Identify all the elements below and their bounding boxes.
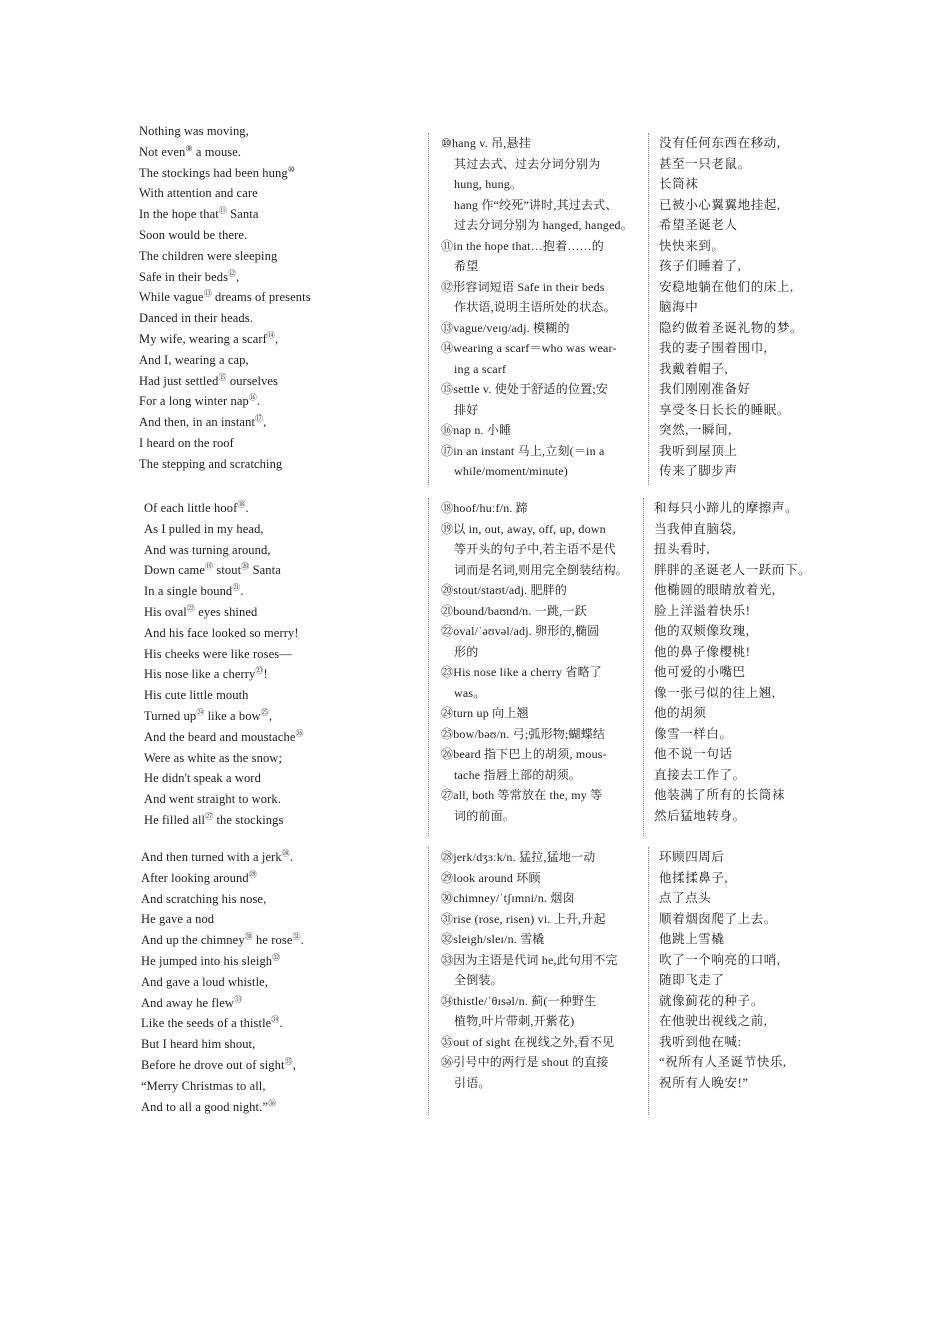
poem-line: His cheeks were like roses—: [144, 646, 292, 661]
poem-line: My wife, wearing a scarf⑭,: [139, 330, 279, 346]
footnote-marker: ㉜: [272, 952, 281, 962]
note-line-continued: 希望: [454, 259, 479, 273]
poem-line: For a long winter nap⑯.: [139, 393, 261, 409]
note-line-continued: was。: [454, 685, 486, 700]
note-line-continued: 作状语,说明主语所处的状态。: [454, 300, 616, 314]
footnote-marker: ㉚: [244, 932, 253, 942]
footnote-marker: ㉑: [232, 583, 241, 593]
translation-column: [648, 133, 813, 485]
note-line: ㉟out of sight 在视线之外,看不见: [441, 1034, 615, 1049]
translation-line: 他可爱的小嘴巴: [654, 665, 746, 679]
translation-line: 没有任何东西在移动,: [659, 136, 781, 150]
translation-line: 他的胡须: [654, 706, 707, 720]
poem-line: As I pulled in my head,: [144, 521, 264, 536]
translation-line: 传来了脚步声: [659, 464, 738, 478]
translation-line: 我听到他在喊:: [659, 1034, 742, 1049]
translation-line: 然后猛地转身。: [654, 808, 746, 823]
note-line: ⑩hang v. 吊,悬挂: [441, 136, 531, 150]
note-line: ㊱引号中的两行是 shout 的直接: [441, 1055, 609, 1069]
poem-line: Down came⑲ stout⑳ Santa: [144, 562, 281, 578]
footnote-marker: ⑯: [248, 393, 257, 403]
notes-column: [428, 133, 643, 485]
footnote-marker: ㊱: [268, 1098, 277, 1108]
footnote-marker: ⑱: [237, 499, 246, 509]
translation-line: 和每只小蹄儿的摩擦声。: [654, 501, 799, 515]
footnote-marker: ㉝: [234, 994, 243, 1004]
poem-line: Of each little hoof⑱.: [144, 499, 249, 515]
translation-line: 享受冬日长长的睡眠。: [659, 402, 791, 417]
poem-line: He filled all$^㉗$ the stockings: [144, 811, 284, 827]
poem-line: After looking around$^㉙$: [141, 869, 257, 885]
poem-line: He jumped into his sleigh$^㉜$: [141, 952, 281, 968]
poem-line: In a single bound$^㉑$.: [144, 583, 244, 599]
translation-line: 脸上洋溢着快乐!: [654, 603, 751, 618]
footnote-marker: ㉙: [248, 869, 257, 879]
translation-line: 胖胖的圣诞老人一跃而下。: [654, 562, 812, 577]
poem-column: [141, 847, 429, 1117]
translation-line: 已被小心翼翼地挂起,: [659, 197, 781, 212]
note-line-continued: 等开头的句子中,若主语不是代: [454, 542, 616, 556]
note-line-continued: hang 作“绞死”讲时,其过去式、: [454, 197, 618, 212]
section-3: [0, 847, 950, 1119]
note-line-continued: tache 指唇上部的胡须。: [454, 767, 582, 782]
translation-line: 他的鼻子像樱桃!: [654, 644, 751, 659]
note-line: ⑰in an instant 马上,立刻(＝in a: [441, 443, 605, 458]
translation-column: [648, 847, 808, 1115]
note-line: ㉘jerk/dʒɜːk/n. 猛拉,猛地一动: [441, 850, 596, 864]
poem-line: And up the chimney$^㉚$ he rose$^㉛$.: [141, 932, 304, 948]
poem-line: Turned $up^㉔$ like a bow$^㉕$,: [144, 707, 273, 723]
footnote-marker: ㉗: [205, 811, 214, 821]
footnote-marker: ⑳: [241, 562, 250, 572]
footnote-marker: ⑪: [218, 206, 227, 216]
poem-line: “Merry Christmas to all,: [141, 1078, 266, 1093]
poem-line: Soon would be there.: [139, 227, 248, 242]
poem-line: And away he flew$^㉝$: [141, 994, 243, 1010]
poem-line: But I heard him shout,: [141, 1037, 256, 1052]
note-line-continued: 其过去式、过去分词分别为: [454, 156, 601, 171]
note-line-continued: hung, hung。: [454, 177, 523, 191]
poem-line: His nose like a cherry$^㉓$!: [144, 666, 268, 682]
note-line: ⑭wearing a scarf＝who was wear-: [441, 341, 617, 355]
translation-line: 吹了一个响亮的口哨,: [659, 952, 781, 967]
translation-line: 他装满了所有的长筒袜: [654, 788, 786, 802]
translation-line: 祝所有人晚安!”: [659, 1075, 749, 1090]
poem-line: His oval$^㉒$ eyes shined: [144, 603, 258, 619]
footnote-marker: ㉛: [292, 932, 301, 942]
translation-line: 在他驶出视线之前,: [659, 1014, 768, 1028]
poem-line: Like the seeds of a thistle$^㉞$.: [141, 1015, 283, 1031]
notes-column: [428, 498, 643, 836]
poem-line: I heard on the roof: [139, 435, 234, 450]
translation-column: [643, 498, 813, 836]
poem-line: While vague⑬ dreams of presents: [139, 289, 311, 305]
footnote-marker: ㉔: [196, 707, 205, 717]
poem-line: In the hope that⑪ Santa: [139, 206, 259, 222]
poem-line: Safe in their beds⑫,: [139, 268, 240, 284]
poem-line: Danced in their heads.: [139, 311, 253, 326]
translation-line: 隐约做着圣诞礼物的梦。: [659, 320, 804, 335]
note-line: ㉞thistle/ˈθɪsəl/n. 蓟(一种野生: [441, 993, 597, 1008]
footnote-marker: ㉘: [281, 848, 290, 858]
translation-line: 他不说一句话: [654, 747, 733, 761]
note-line: ㉕bow/bəʊ/n. 弓;弧形物;蝴蝶结: [441, 726, 606, 741]
poem-line: And then, in an instant⑰,: [139, 414, 267, 430]
translation-line: 安稳地躺在他们的床上,: [659, 279, 794, 294]
poem-column: [144, 498, 429, 831]
poem-line: Had just settled⑮ ourselves: [139, 372, 278, 388]
translation-line: 他揉揉鼻子,: [659, 870, 729, 885]
poem-line: And was turning around,: [144, 542, 271, 557]
poem-line: And the beard and moustache$^㉖$: [144, 728, 304, 744]
poem-line: Nothing was moving,: [139, 124, 249, 138]
poem-line: And his face looked so merry!: [144, 625, 299, 640]
poem-line: He didn't speak a word: [144, 771, 261, 786]
footnote-marker: ㉟: [284, 1056, 293, 1066]
note-line-continued: 全倒装。: [454, 973, 503, 987]
translation-line: 像一张弓似的往上翘,: [654, 685, 776, 700]
poem-column: [139, 121, 429, 475]
footnote-marker: ⑫: [228, 268, 237, 278]
note-line: ㉑bound/baʊnd/n. 一跳,一跃: [441, 603, 587, 618]
footnote-marker: ㉕: [260, 707, 269, 717]
poem-line: And to all a good night.”$^㊱$: [141, 1098, 277, 1114]
note-line-continued: while/moment/minute): [454, 464, 568, 478]
note-line: ⑯nap n. 小睡: [441, 423, 512, 437]
section-1: [0, 121, 950, 487]
footnote-marker: ㉓: [255, 666, 264, 676]
translation-line: 环顾四周后: [659, 850, 725, 864]
footnote-marker: ㉖: [295, 728, 304, 738]
note-line: ㉖beard 指下巴上的胡须, mous-: [441, 747, 607, 761]
note-line: ⑲以 in, out, away, off, up, down: [441, 521, 606, 536]
translation-line: 我听到屋顶上: [659, 443, 738, 458]
footnote-marker: ⑬: [203, 289, 212, 299]
poem-line: The stepping and scratching: [139, 456, 283, 471]
note-line-continued: 植物,叶片带刺,开紫花): [454, 1014, 575, 1028]
translation-line: 我的妻子围着围巾,: [659, 341, 768, 355]
note-line: ⑮settle v. 使处于舒适的位置;安: [441, 382, 609, 396]
note-line-continued: ing a scarf: [454, 361, 507, 376]
poem-line: His cute little mouth: [144, 688, 249, 703]
translation-line: 我戴着帽子,: [659, 361, 729, 376]
section-2: [0, 498, 950, 838]
note-line: ㉗all, both 等常放在 the, my 等: [441, 788, 603, 802]
translation-line: 长筒袜: [659, 177, 699, 191]
footnote-marker: ㉞: [271, 1015, 280, 1025]
note-line: ㉔turn up 向上翘: [441, 706, 529, 720]
translation-line: 随即飞走了: [659, 973, 725, 987]
translation-line: “祝所有人圣诞节快乐,: [659, 1055, 787, 1069]
translation-line: 我们刚刚准备好: [659, 382, 751, 396]
note-line: ⑬vague/veɪɡ/adj. 模糊的: [441, 320, 570, 335]
footnote-marker: ㉒: [186, 603, 195, 613]
translation-line: 扭头看时,: [654, 542, 711, 556]
translation-line: 希望圣诞老人: [659, 218, 738, 232]
note-line: ㉒oval/ˈəʊvəl/adj. 卵形的,椭圆: [441, 624, 600, 638]
translation-line: 就像蓟花的种子。: [659, 993, 764, 1008]
translation-line: 当我伸直脑袋,: [654, 521, 737, 536]
note-line: ㉝因为主语是代词 he,此句用不完: [441, 952, 618, 967]
poem-line: He gave a nod: [141, 912, 215, 927]
poem-line: And then turned with a jerk$^㉘$.: [141, 848, 294, 864]
note-line-continued: 形的: [454, 644, 479, 659]
poem-line: And scratching his nose,: [141, 891, 267, 906]
translation-line: 突然,一瞬间,: [659, 423, 732, 437]
note-line: ㉙look around 环顾: [441, 870, 541, 885]
note-line: ⑪in the hope that…抱着……的: [441, 238, 604, 253]
note-line-continued: 词的前面。: [454, 808, 516, 823]
translation-line: 他的双颊像玫瑰,: [654, 624, 750, 638]
translation-line: 脑海中: [659, 300, 699, 314]
poem-line: And I, wearing a cap,: [139, 352, 249, 367]
translation-line: 他椭圆的眼睛放着光,: [654, 583, 776, 597]
poem-line: With attention and care: [139, 186, 258, 201]
poem-line: Were as white as the snow;: [144, 750, 283, 765]
note-line: ⑫形容词短语 Safe in their beds: [441, 279, 605, 294]
note-line: ㉛rise (rose, risen) vi. 上升,升起: [441, 911, 606, 926]
footnote-marker: ⑲: [205, 562, 214, 572]
footnote-marker: ⑩: [287, 164, 296, 174]
translation-line: 快快来到。: [659, 238, 725, 253]
note-line: ㉚chimney/ˈtʃɪmni/n. 烟囱: [441, 891, 575, 905]
note-line-continued: 过去分词分别为 hanged, hanged。: [454, 218, 633, 232]
note-line: ㉜sleigh/sleɪ/n. 雪橇: [441, 932, 545, 946]
poem-line: And gave a loud whistle,: [141, 974, 269, 989]
note-line: ㉓His nose like a cherry 省略了: [441, 665, 603, 679]
poem-line: Before he drove out of sight$^㉟$,: [141, 1056, 296, 1072]
poem-line: Not even⑨ a mouse.: [139, 143, 242, 159]
translation-line: 他跳上雪橇: [659, 932, 725, 946]
translation-line: 直接去工作了。: [654, 767, 746, 782]
footnote-marker: ⑨: [185, 143, 193, 153]
translation-line: 点了点头: [659, 891, 712, 905]
poem-line: The children were sleeping: [139, 248, 278, 263]
footnote-marker: ⑰: [255, 414, 264, 423]
notes-column: [428, 847, 643, 1115]
note-line: ⑳stout/staʊt/adj. 肥胖的: [441, 583, 568, 597]
footnote-marker: ⑭: [266, 330, 275, 340]
translation-line: 顺着烟囱爬了上去。: [659, 911, 777, 926]
note-line-continued: 词而是名词,则用完全倒装结构。: [454, 562, 629, 577]
poem-line: The stockings had been hung⑩: [139, 164, 296, 180]
note-line-continued: 排好: [454, 402, 479, 417]
note-line-continued: 引语。: [454, 1075, 491, 1090]
footnote-marker: ⑮: [218, 372, 227, 382]
translation-line: 像雪一样白。: [654, 726, 733, 741]
translation-line: 甚至一只老鼠。: [659, 156, 751, 171]
poem-line: And went straight to work.: [144, 792, 281, 807]
translation-line: 孩子们睡着了,: [659, 259, 742, 273]
note-line: ⑱hoof/huːf/n. 蹄: [441, 501, 528, 515]
